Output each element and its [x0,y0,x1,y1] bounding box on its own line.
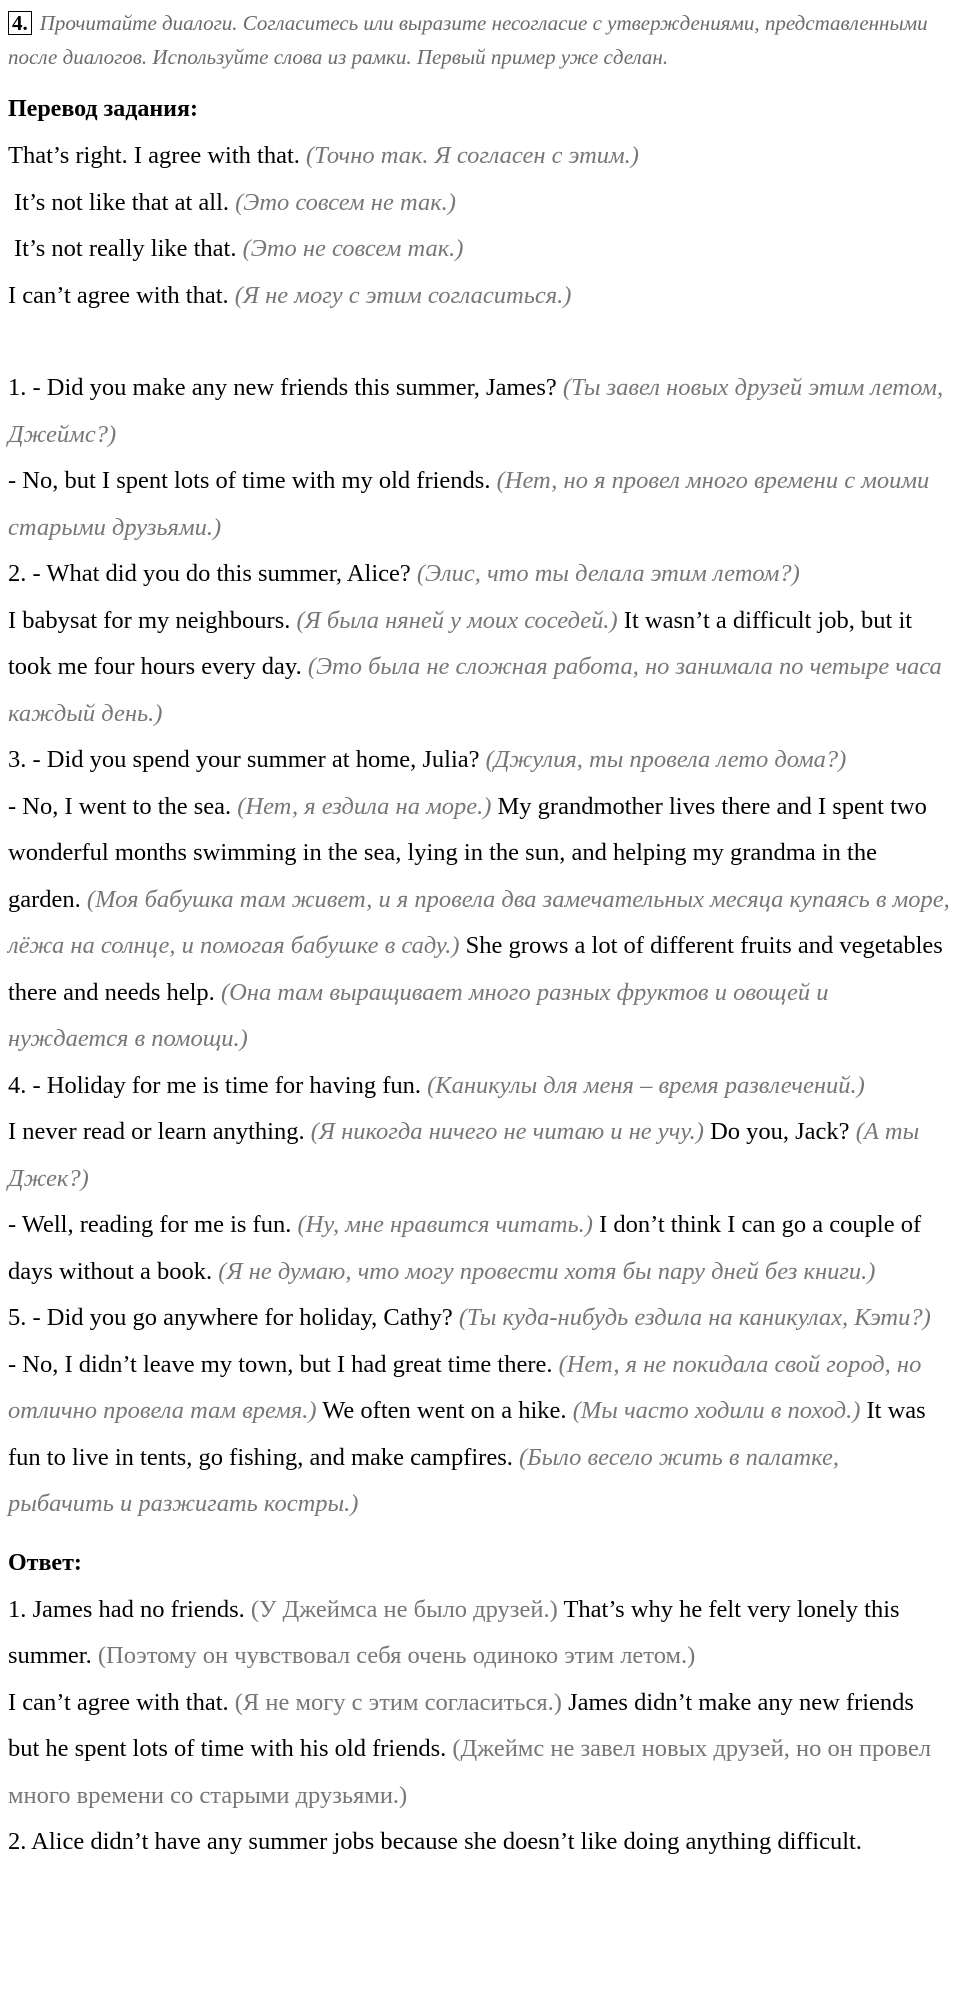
russian-translation: (Элис, что ты делала этим летом?) [416,560,800,587]
english-text: I can’t agree with that. [8,1688,229,1716]
russian-translation: (Я не думаю, что могу провести хотя бы пару дней без книги.) [218,1257,876,1285]
russian-translation: (Поэтому он чувствовал себя очень одиноко этим летом.) [97,1642,696,1669]
english-text: James didn’t make any new friends but he spent lots of time with his old friends. [8,1688,914,1762]
english-text: It was fun to live in tents, go fishing, and make campfires. [8,1397,926,1471]
phrase-list [8,133,950,319]
english-text: My grandmother lives there and I spent two wonderful months swimming in the sea, lying in the sun, and helping my grandma in the garden. [8,792,927,913]
english-text: I babysat for my neighbours. [8,606,291,634]
russian-translation: (У Джеймса не было друзей.) [250,1595,558,1623]
paragraph [8,1342,950,1528]
english-text: We often went on a hike. [322,1397,567,1424]
english-text: It wasn’t a difficult job, but it took me four hours every day. [8,606,913,680]
paragraph [8,1819,950,1866]
russian-translation: (Я была няней у моих соседей.) [296,606,618,634]
english-text: 2. - What did you do this summer, Alice? [8,560,411,587]
paragraph [8,737,950,784]
phrase-item: That’s right. I agree with that. (Точно так. Я согласен с этим.) [8,142,639,169]
translation-heading: Перевод задания: [8,96,198,122]
english-text: 2. Alice didn’t have any summer jobs because she doesn’t like doing anything difficult. [8,1828,862,1855]
russian-translation: (Было весело жить в палатке, рыбачить и разжигать костры.) [8,1443,839,1517]
english-text: - No, I didn’t leave my town, but I had great time there. [8,1350,553,1378]
english-text: - No, but I spent lots of time with my old friends. [8,467,491,494]
english-text: That’s why he felt very lonely this summer. [8,1595,900,1669]
russian-translation: (Это была не сложная работа, но занимала по четыре часа каждый день.) [8,653,942,727]
russian-translation: (Ты завел новых друзей этим летом, Джеймс?) [8,374,944,448]
answer-heading: Ответ: [8,1549,82,1576]
english-text: - Well, reading for me is fun. [8,1211,292,1238]
english-text: I never read or learn anything. [8,1118,305,1145]
phrase-item: It’s not like that at all. (Это совсем не так.) [14,188,456,216]
english-text: - No, I went to the sea. [8,792,232,820]
russian-translation: (А ты Джек?) [8,1118,920,1192]
phrase-item: It’s not really like that. (Это не совсем так.) [14,235,464,262]
paragraph [8,458,950,551]
russian-translation: (Ты куда-нибудь ездила на каникулах, Кэти?) [458,1304,931,1331]
english-text: 1. - Did you make any new friends this summer, James? [8,374,557,401]
russian-translation: (Она там выращивает много разных фруктов и овощей и нуждается в помощи.) [8,978,829,1052]
english-text: 4. - Holiday for me is time for having fun. [8,1071,422,1099]
russian-translation: (Нет, но я провел много времени с моими старыми друзьями.) [8,467,930,541]
russian-translation: (Мы часто ходили в поход.) [572,1397,861,1424]
english-text: 5. - Did you go anywhere for holiday, Cathy? [8,1304,453,1331]
paragraph [8,1295,950,1342]
paragraph [8,1680,950,1820]
russian-translation: (Джулия, ты провела лето дома?) [485,746,847,773]
dialogues [8,365,950,1528]
task-header [8,6,950,74]
paragraph [8,551,950,598]
russian-translation: (Нет, я не покидала свой город, но отлично провела там время.) [8,1350,922,1424]
task-number: 4. [8,11,32,35]
english-text: She grows a lot of different fruits and vegetables there and needs help. [8,932,943,1006]
russian-translation: (Джеймс не завел новых друзей, но он провел много времени со старыми друзьями.) [8,1735,932,1809]
paragraph [8,365,950,458]
paragraph [8,598,950,738]
paragraph [8,1587,950,1680]
paragraph [8,1109,950,1202]
answers [8,1587,950,1866]
russian-translation: (Моя бабушка там живет, и я провела два замечательных месяца купаясь в море, лёжа на солнце, и помогая бабушке в саду.) [8,885,950,959]
paragraph [8,1202,950,1295]
english-text: 3. - Did you spend your summer at home, Julia? [8,746,480,773]
phrase-item: I can’t agree with that. (Я не могу с этим согласиться.) [8,281,572,309]
task-instruction: Прочитайте диалоги. Согласитесь или выразите несогласие с утверждениями, представленными после диалогов. Используйте слова из рамки. Первый пример уже сделан. [8,11,928,69]
english-text: Do you, Jack? [710,1118,850,1145]
english-text: 1. James had no friends. [8,1595,245,1623]
paragraph [8,784,950,1063]
russian-translation: (Каникулы для меня – время развлечений.) [427,1071,865,1099]
russian-translation: (Я никогда ничего не читаю и не учу.) [310,1118,704,1145]
paragraph [8,1063,950,1110]
english-text: I don’t think I can go a couple of days without a book. [8,1211,922,1285]
russian-translation: (Ну, мне нравится читать.) [297,1211,593,1238]
russian-translation: (Я не могу с этим согласиться.) [234,1688,562,1716]
russian-translation: (Нет, я ездила на море.) [237,792,492,820]
